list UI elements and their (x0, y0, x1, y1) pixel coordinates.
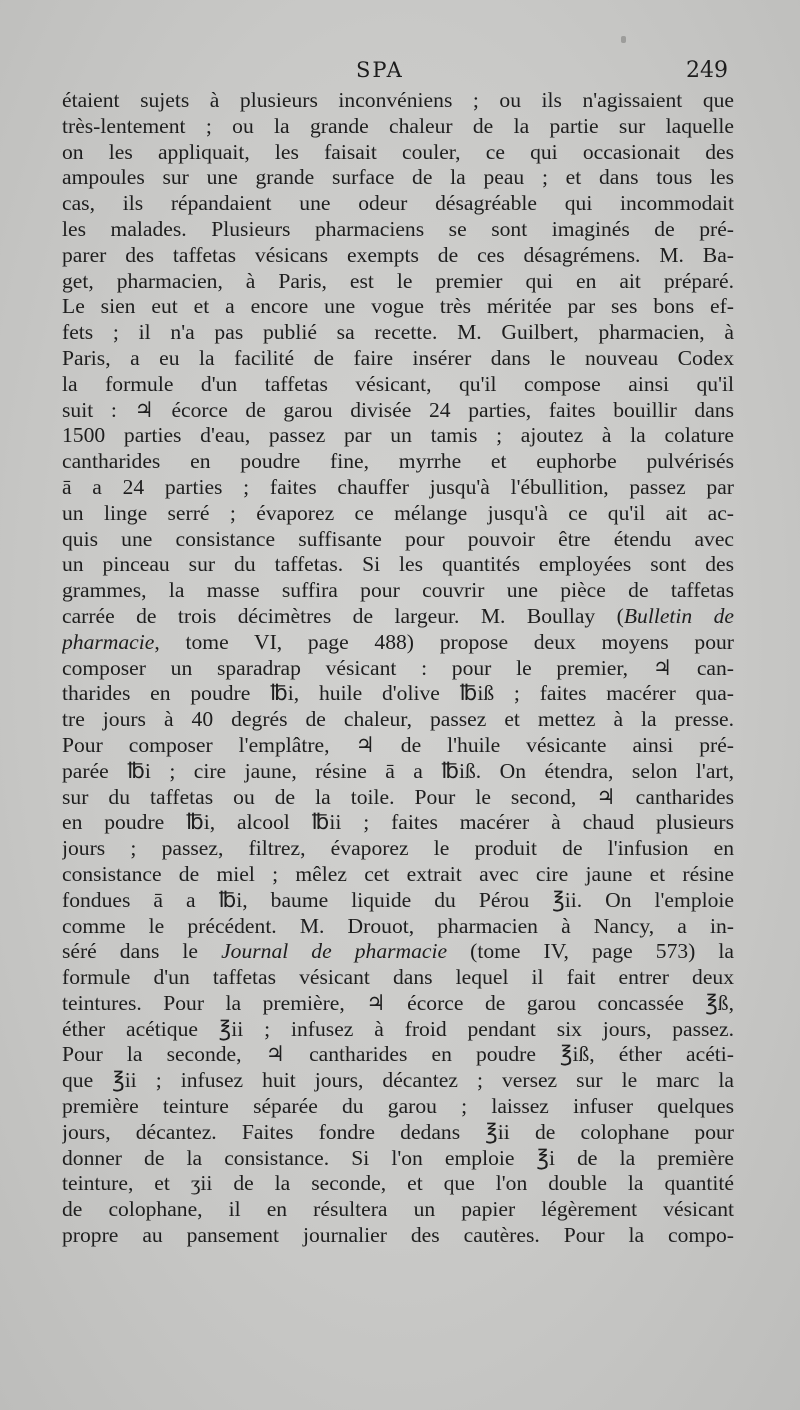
text-line: que ℥ii ; infusez huit jours, décantez ; versez sur le marc la (62, 1068, 734, 1093)
text-line: tre jours à 40 degrés de chaleur, passez et mettez à la presse. (62, 707, 734, 732)
text-line: un pinceau sur du taffetas. Si les quantités employées sont des (62, 552, 734, 577)
text-line: cas, ils répandaient une odeur désagréable qui incommodait (62, 191, 734, 216)
text-line: jours ; passez, filtrez, évaporez le produit de l'infusion en (62, 836, 734, 861)
text-line: carrée de trois décimètres de largeur. M. Boullay (Bulletin de (62, 603, 734, 628)
text-line: première teinture séparée du garou ; laissez infuser quelques (62, 1094, 734, 1119)
text-line: étaient sujets à plusieurs inconvéniens ; ou ils n'agissaient que (62, 88, 734, 112)
text-line: fets ; il n'a pas publié sa recette. M. Guilbert, pharmacien, à (62, 320, 734, 345)
text-line: fondues ā a ℔i, baume liquide du Pérou ℥ii. On l'emploie (62, 887, 734, 912)
text-line: Le sien eut et a encore une vogue très méritée par ses bons ef- (62, 294, 734, 319)
text-line: grammes, la masse suffira pour couvrir une pièce de taffetas (62, 578, 734, 603)
running-title: SPA (356, 58, 404, 82)
text-line: teintures. Pour la première, ♃ écorce de garou concassée ℥ß, (62, 990, 734, 1015)
bleed-through-shadow (70, 1250, 730, 1280)
text-line: parée ℔i ; cire jaune, résine ā a ℔iß. On étendra, selon l'art, (62, 758, 734, 783)
text-line: cantharides en poudre fine, myrrhe et euphorbe pulvérisés (62, 449, 734, 474)
running-head (0, 58, 800, 88)
text-line: 1500 parties d'eau, passez par un tamis ; ajoutez à la colature (62, 423, 734, 448)
text-line: get, pharmacien, à Paris, est le premier qui en ait préparé. (62, 268, 734, 293)
text-line: Pour composer l'emplâtre, ♃ de l'huile vésicante ainsi pré- (62, 732, 734, 757)
text-line: donner de la consistance. Si l'on emploie ℥i de la première (62, 1145, 734, 1170)
text-line: on les appliquait, les faisait couler, ce qui occasionait des (62, 139, 734, 164)
text-line: éther acétique ℥ii ; infusez à froid pendant six jours, passez. (62, 1016, 734, 1041)
text-line: de colophane, il en résultera un papier légèrement vésicant (62, 1197, 734, 1222)
text-line: tharides en poudre ℔i, huile d'olive ℔iß ; faites macérer qua- (62, 681, 734, 706)
text-line: un linge serré ; évaporez ce mélange jusqu'à ce qu'il ait ac- (62, 500, 734, 525)
text-line: ampoules sur une grande surface de la peau ; et dans tous les (62, 165, 734, 190)
text-line: en poudre ℔i, alcool ℔ii ; faites macérer à chaud plusieurs (62, 810, 734, 835)
text-line: quis une consistance suffisante pour pouvoir être étendu avec (62, 526, 734, 551)
text-line: très-lentement ; ou la grande chaleur de la partie sur laquelle (62, 113, 734, 138)
text-line: séré dans le Journal de pharmacie (tome IV, page 573) la (62, 939, 734, 964)
text-line: teinture, et ʒii de la seconde, et que l'on double la quantité (62, 1171, 734, 1196)
text-line: Pour la seconde, ♃ cantharides en poudre ℥iß, éther acéti- (62, 1042, 734, 1067)
text-line: propre au pansement journalier des cautères. Pour la compo- (62, 1223, 734, 1248)
text-line: pharmacie, tome VI, page 488) propose deux moyens pour (62, 629, 734, 654)
text-line: formule d'un taffetas vésicant dans lequel il fait entrer deux (62, 965, 734, 990)
text-line: parer des taffetas vésicans exempts de ces désagrémens. M. Ba- (62, 242, 734, 267)
text-line: suit : ♃ écorce de garou divisée 24 parties, faites bouillir dans (62, 397, 734, 422)
paper-speck (621, 36, 626, 43)
text-line: la formule d'un taffetas vésicant, qu'il compose ainsi qu'il (62, 371, 734, 396)
text-line: les malades. Plusieurs pharmaciens se sont imaginés de pré- (62, 216, 734, 241)
text-line: Paris, a eu la facilité de faire insérer dans le nouveau Codex (62, 345, 734, 370)
body-text (62, 88, 734, 1249)
text-line: composer un sparadrap vésicant : pour le premier, ♃ can- (62, 655, 734, 680)
text-line: ā a 24 parties ; faites chauffer jusqu'à l'ébullition, passez par (62, 474, 734, 499)
text-line: jours, décantez. Faites fondre dedans ℥ii de colophane pour (62, 1119, 734, 1144)
text-line: sur du taffetas ou de la toile. Pour le second, ♃ cantharides (62, 784, 734, 809)
text-line: consistance de miel ; mêlez cet extrait avec cire jaune et résine (62, 861, 734, 886)
text-line: comme le précédent. M. Drouot, pharmacien à Nancy, a in- (62, 913, 734, 938)
page-number: 249 (686, 58, 728, 83)
